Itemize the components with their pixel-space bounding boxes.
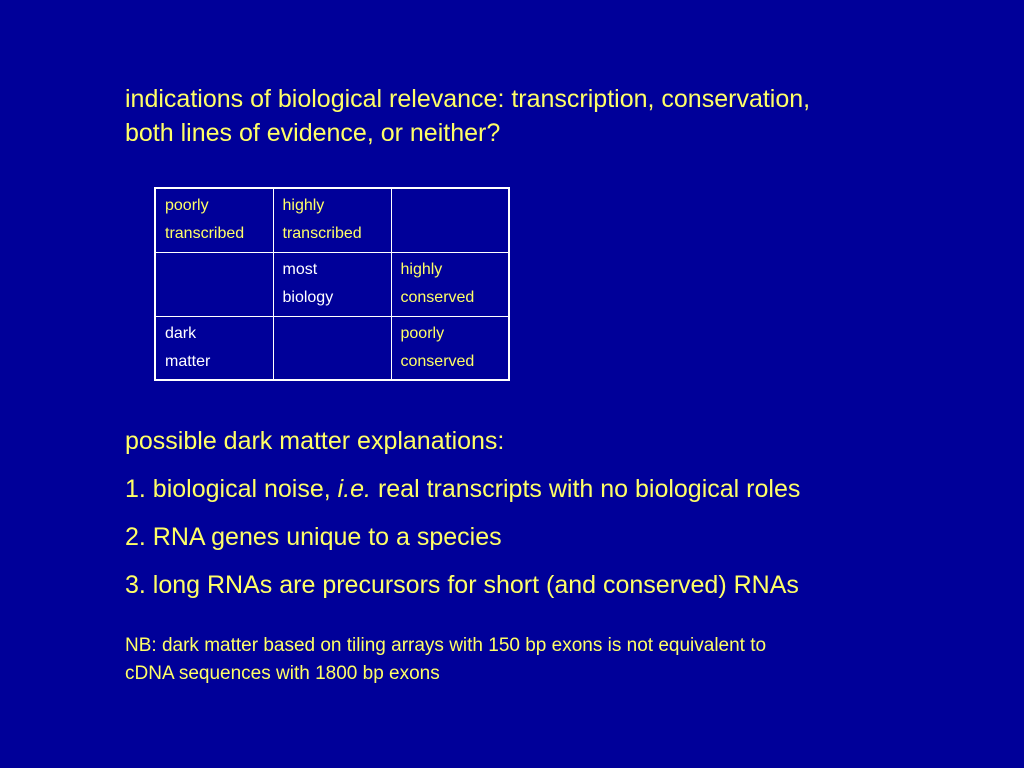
grid-row-3	[155, 316, 509, 380]
grid-cell-highly-conserved	[391, 252, 509, 316]
grid-cell-empty	[391, 188, 509, 252]
grid-cell-empty	[273, 316, 391, 380]
explanation-1-suffix: real transcripts with no biological roles	[371, 475, 801, 503]
cell-text-line: transcribed	[282, 225, 362, 243]
explanation-item-3: 3. long RNAs are precursors for short (and conserved) RNAs	[125, 571, 799, 599]
grid-cell-poorly-conserved	[391, 316, 509, 380]
explanation-item-2: 2. RNA genes unique to a species	[125, 523, 502, 551]
explanation-1-italic: i.e.	[337, 475, 371, 503]
explanations-title: possible dark matter explanations:	[125, 427, 505, 455]
grid-cell-highly-transcribed	[273, 188, 391, 252]
cell-text-line: most	[282, 261, 318, 278]
grid-cell-most-biology	[273, 252, 391, 316]
grid-cell-empty	[155, 252, 273, 316]
footnote-line-1: NB: dark matter based on tiling arrays with 150 bp exons is not equivalent to	[125, 635, 767, 656]
cell-text-line: matter	[165, 352, 211, 370]
heading-line-2: both lines of evidence, or neither?	[125, 119, 501, 147]
grid-cell-poorly-transcribed	[155, 188, 273, 252]
cell-text-line: highly	[400, 261, 443, 278]
cell-text-line: conserved	[400, 352, 475, 370]
grid-row-2	[155, 252, 509, 316]
heading-line-1: indications of biological relevance: transcription, conservation,	[125, 85, 811, 113]
explanations-list	[125, 424, 945, 616]
cell-text-line: highly	[282, 197, 325, 215]
explanation-1-prefix: 1. biological noise,	[125, 475, 338, 503]
footnote-line-2: cDNA sequences with 1800 bp exons	[125, 663, 440, 684]
relevance-grid	[154, 187, 510, 381]
cell-text-line: biology	[282, 289, 334, 306]
grid-cell-dark-matter	[155, 316, 273, 380]
cell-text-line: poorly	[165, 197, 209, 215]
cell-text-line: transcribed	[165, 225, 245, 243]
explanation-item-1	[125, 472, 945, 506]
slide-heading	[125, 82, 945, 150]
cell-text-line: conserved	[400, 289, 475, 306]
grid-row-1	[155, 188, 509, 252]
cell-text-line: poorly	[400, 324, 445, 342]
footnote	[125, 632, 925, 688]
cell-text-line: dark	[165, 324, 197, 342]
